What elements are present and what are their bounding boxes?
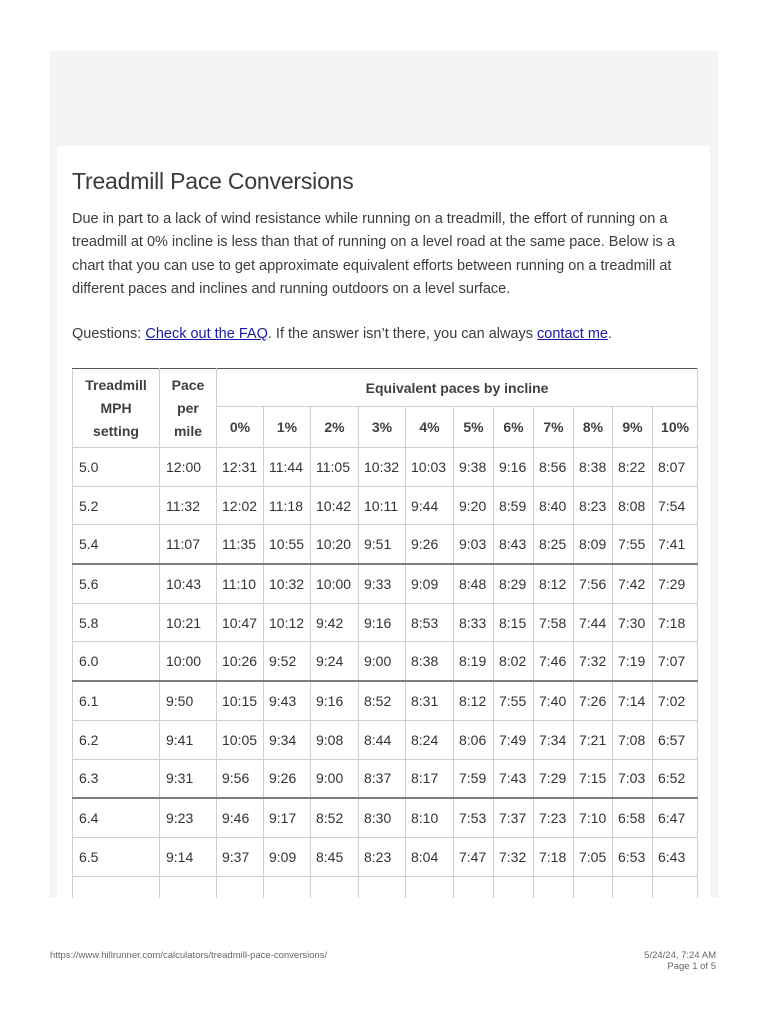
intro-paragraph: Due in part to a lack of wind resistance while running on a treadmill, the effort of running on a treadmill at 0% incline is less than that of running on a level road at the same pace. Below is a chart that you can use to get approximate equivalent efforts between running on a treadmill at different paces and inclines and running outdoors on a level surface. xyxy=(72,211,675,297)
table-row-partial xyxy=(73,876,698,898)
cell-incline-pace: 8:29 xyxy=(494,564,534,603)
cell-incline-pace: 10:12 xyxy=(264,603,311,642)
cell-mph: 6.0 xyxy=(73,642,160,681)
header-incline: 5% xyxy=(454,407,494,448)
cell-incline-pace: 7:07 xyxy=(653,642,698,681)
cell-incline-pace: 7:42 xyxy=(613,564,653,603)
cell-empty xyxy=(160,876,217,898)
cell-mph: 6.3 xyxy=(73,759,160,798)
cell-incline-pace: 7:10 xyxy=(574,798,613,837)
header-incline: 6% xyxy=(494,407,534,448)
cell-mph: 6.1 xyxy=(73,681,160,720)
cell-incline-pace: 9:03 xyxy=(454,525,494,564)
table-row xyxy=(73,448,698,487)
cell-incline-pace: 7:49 xyxy=(494,720,534,759)
header-incline: 10% xyxy=(653,407,698,448)
cell-incline-pace: 12:02 xyxy=(217,486,264,525)
cell-pace: 11:32 xyxy=(160,486,217,525)
cell-incline-pace: 8:23 xyxy=(359,837,406,876)
table-row xyxy=(73,681,698,720)
cell-incline-pace: 8:33 xyxy=(454,603,494,642)
table-row xyxy=(73,486,698,525)
cell-incline-pace: 8:53 xyxy=(406,603,454,642)
cell-incline-pace: 9:51 xyxy=(359,525,406,564)
cell-incline-pace: 8:19 xyxy=(454,642,494,681)
cell-pace: 11:07 xyxy=(160,525,217,564)
cell-incline-pace: 7:32 xyxy=(574,642,613,681)
cell-incline-pace: 9:33 xyxy=(359,564,406,603)
cell-incline-pace: 7:18 xyxy=(653,603,698,642)
cell-pace: 9:50 xyxy=(160,681,217,720)
table-row xyxy=(73,642,698,681)
cell-incline-pace: 10:00 xyxy=(311,564,359,603)
cell-incline-pace: 7:54 xyxy=(653,486,698,525)
cell-incline-pace: 9:38 xyxy=(454,448,494,487)
header-incline: 7% xyxy=(534,407,574,448)
cell-incline-pace: 8:12 xyxy=(454,681,494,720)
questions-paragraph xyxy=(72,323,612,345)
cell-incline-pace: 9:56 xyxy=(217,759,264,798)
cell-incline-pace: 8:38 xyxy=(574,448,613,487)
cell-incline-pace: 11:10 xyxy=(217,564,264,603)
cell-incline-pace: 8:15 xyxy=(494,603,534,642)
cell-pace: 9:23 xyxy=(160,798,217,837)
cell-incline-pace: 7:15 xyxy=(574,759,613,798)
cell-incline-pace: 8:06 xyxy=(454,720,494,759)
cell-incline-pace: 11:44 xyxy=(264,448,311,487)
cell-incline-pace: 6:53 xyxy=(613,837,653,876)
footer-url: https://www.hillrunner.com/calculators/treadmill-pace-conversions/ xyxy=(50,950,328,961)
cell-empty xyxy=(613,876,653,898)
cell-empty xyxy=(454,876,494,898)
cell-incline-pace: 8:45 xyxy=(311,837,359,876)
cell-incline-pace: 7:23 xyxy=(534,798,574,837)
cell-mph: 5.6 xyxy=(73,564,160,603)
cell-incline-pace: 8:17 xyxy=(406,759,454,798)
cell-incline-pace: 8:22 xyxy=(613,448,653,487)
cell-incline-pace: 7:34 xyxy=(534,720,574,759)
header-incline: 2% xyxy=(311,407,359,448)
cell-incline-pace: 9:34 xyxy=(264,720,311,759)
article-content xyxy=(57,146,710,898)
cell-mph: 5.0 xyxy=(73,448,160,487)
cell-pace: 9:41 xyxy=(160,720,217,759)
cell-incline-pace: 8:52 xyxy=(311,798,359,837)
cell-incline-pace: 7:56 xyxy=(574,564,613,603)
cell-incline-pace: 9:17 xyxy=(264,798,311,837)
cell-empty xyxy=(574,876,613,898)
cell-pace: 9:31 xyxy=(160,759,217,798)
cell-incline-pace: 10:47 xyxy=(217,603,264,642)
header-mph-label: Treadmill MPH setting xyxy=(85,376,147,439)
header-incline: 4% xyxy=(406,407,454,448)
cell-incline-pace: 8:31 xyxy=(406,681,454,720)
cell-incline-pace: 9:16 xyxy=(311,681,359,720)
cell-incline-pace: 7:26 xyxy=(574,681,613,720)
cell-incline-pace: 7:59 xyxy=(454,759,494,798)
cell-incline-pace: 9:00 xyxy=(359,642,406,681)
faq-link[interactable]: Check out the FAQ xyxy=(145,326,268,342)
cell-incline-pace: 7:21 xyxy=(574,720,613,759)
cell-incline-pace: 7:19 xyxy=(613,642,653,681)
cell-incline-pace: 9:09 xyxy=(406,564,454,603)
cell-incline-pace: 11:18 xyxy=(264,486,311,525)
cell-incline-pace: 10:11 xyxy=(359,486,406,525)
cell-empty xyxy=(494,876,534,898)
cell-incline-pace: 6:52 xyxy=(653,759,698,798)
cell-incline-pace: 8:38 xyxy=(406,642,454,681)
cell-incline-pace: 8:43 xyxy=(494,525,534,564)
cell-incline-pace: 8:04 xyxy=(406,837,454,876)
cell-incline-pace: 7:29 xyxy=(534,759,574,798)
cell-incline-pace: 10:26 xyxy=(217,642,264,681)
cell-incline-pace: 8:10 xyxy=(406,798,454,837)
header-incline: 8% xyxy=(574,407,613,448)
cell-incline-pace: 8:37 xyxy=(359,759,406,798)
cell-incline-pace: 8:48 xyxy=(454,564,494,603)
cell-incline-pace: 7:43 xyxy=(494,759,534,798)
cell-mph: 5.8 xyxy=(73,603,160,642)
cell-incline-pace: 8:25 xyxy=(534,525,574,564)
cell-incline-pace: 10:03 xyxy=(406,448,454,487)
cell-incline-pace: 7:05 xyxy=(574,837,613,876)
cell-empty xyxy=(73,876,160,898)
table-row xyxy=(73,603,698,642)
table-row xyxy=(73,525,698,564)
cell-incline-pace: 9:26 xyxy=(406,525,454,564)
cell-incline-pace: 6:57 xyxy=(653,720,698,759)
cell-incline-pace: 7:44 xyxy=(574,603,613,642)
table-row xyxy=(73,720,698,759)
cell-incline-pace: 8:12 xyxy=(534,564,574,603)
cell-incline-pace: 10:15 xyxy=(217,681,264,720)
cell-incline-pace: 9:16 xyxy=(359,603,406,642)
cell-pace: 12:00 xyxy=(160,448,217,487)
cell-incline-pace: 7:53 xyxy=(454,798,494,837)
cell-incline-pace: 8:44 xyxy=(359,720,406,759)
cell-incline-pace: 9:08 xyxy=(311,720,359,759)
cell-incline-pace: 8:07 xyxy=(653,448,698,487)
cell-incline-pace: 11:35 xyxy=(217,525,264,564)
cell-incline-pace: 8:30 xyxy=(359,798,406,837)
cell-mph: 5.2 xyxy=(73,486,160,525)
contact-link[interactable]: contact me xyxy=(537,326,608,342)
cell-incline-pace: 6:58 xyxy=(613,798,653,837)
cell-incline-pace: 10:32 xyxy=(359,448,406,487)
questions-middle: . If the answer isn’t there, you can always xyxy=(267,326,538,342)
table-row xyxy=(73,759,698,798)
cell-incline-pace: 7:32 xyxy=(494,837,534,876)
cell-incline-pace: 9:00 xyxy=(311,759,359,798)
cell-incline-pace: 9:52 xyxy=(264,642,311,681)
cell-incline-pace: 8:23 xyxy=(574,486,613,525)
cell-incline-pace: 7:37 xyxy=(494,798,534,837)
cell-incline-pace: 7:29 xyxy=(653,564,698,603)
cell-incline-pace: 10:32 xyxy=(264,564,311,603)
questions-prefix: Questions: xyxy=(72,326,146,342)
cell-incline-pace: 7:30 xyxy=(613,603,653,642)
cell-incline-pace: 7:03 xyxy=(613,759,653,798)
cell-incline-pace: 8:56 xyxy=(534,448,574,487)
cell-incline-pace: 9:43 xyxy=(264,681,311,720)
cell-incline-pace: 10:55 xyxy=(264,525,311,564)
header-pace-label: Pace per mile xyxy=(171,376,205,439)
cell-incline-pace: 7:55 xyxy=(494,681,534,720)
cell-mph: 6.4 xyxy=(73,798,160,837)
cell-incline-pace: 7:55 xyxy=(613,525,653,564)
cell-incline-pace: 8:02 xyxy=(494,642,534,681)
cell-incline-pace: 6:47 xyxy=(653,798,698,837)
cell-empty xyxy=(653,876,698,898)
cell-pace: 10:43 xyxy=(160,564,217,603)
cell-mph: 6.2 xyxy=(73,720,160,759)
footer-page-number: Page 1 of 5 xyxy=(667,961,716,972)
cell-empty xyxy=(406,876,454,898)
footer-meta xyxy=(644,950,716,972)
table-row xyxy=(73,837,698,876)
cell-incline-pace: 10:05 xyxy=(217,720,264,759)
header-mph xyxy=(73,369,160,448)
cell-pace: 10:00 xyxy=(160,642,217,681)
questions-suffix: . xyxy=(607,326,612,342)
cell-incline-pace: 7:47 xyxy=(454,837,494,876)
cell-incline-pace: 7:02 xyxy=(653,681,698,720)
cell-incline-pace: 9:37 xyxy=(217,837,264,876)
header-incline: 9% xyxy=(613,407,653,448)
cell-incline-pace: 9:20 xyxy=(454,486,494,525)
header-incline: 3% xyxy=(359,407,406,448)
cell-incline-pace: 11:05 xyxy=(311,448,359,487)
table-row xyxy=(73,798,698,837)
cell-pace: 10:21 xyxy=(160,603,217,642)
cell-incline-pace: 8:59 xyxy=(494,486,534,525)
cell-incline-pace: 7:14 xyxy=(613,681,653,720)
cell-incline-pace: 6:43 xyxy=(653,837,698,876)
cell-incline-pace: 9:26 xyxy=(264,759,311,798)
cell-incline-pace: 7:41 xyxy=(653,525,698,564)
cell-empty xyxy=(264,876,311,898)
cell-incline-pace: 7:58 xyxy=(534,603,574,642)
cell-empty xyxy=(534,876,574,898)
header-pace xyxy=(160,369,217,448)
cell-mph: 5.4 xyxy=(73,525,160,564)
cell-incline-pace: 9:42 xyxy=(311,603,359,642)
cell-incline-pace: 10:42 xyxy=(311,486,359,525)
cell-mph: 6.5 xyxy=(73,837,160,876)
header-incline-group: Equivalent paces by incline xyxy=(217,369,698,407)
cell-incline-pace: 8:08 xyxy=(613,486,653,525)
cell-incline-pace: 7:08 xyxy=(613,720,653,759)
cell-incline-pace: 8:52 xyxy=(359,681,406,720)
cell-incline-pace: 7:40 xyxy=(534,681,574,720)
header-incline: 1% xyxy=(264,407,311,448)
cell-incline-pace: 10:20 xyxy=(311,525,359,564)
cell-incline-pace: 9:16 xyxy=(494,448,534,487)
cell-empty xyxy=(217,876,264,898)
cell-incline-pace: 7:18 xyxy=(534,837,574,876)
header-incline: 0% xyxy=(217,407,264,448)
cell-incline-pace: 9:44 xyxy=(406,486,454,525)
pace-conversion-table xyxy=(72,368,698,898)
page-title: Treadmill Pace Conversions xyxy=(72,168,354,194)
cell-incline-pace: 8:24 xyxy=(406,720,454,759)
footer-datetime: 5/24/24, 7:24 AM xyxy=(644,950,716,961)
cell-pace: 9:14 xyxy=(160,837,217,876)
cell-incline-pace: 9:24 xyxy=(311,642,359,681)
cell-incline-pace: 7:46 xyxy=(534,642,574,681)
cell-incline-pace: 9:09 xyxy=(264,837,311,876)
cell-incline-pace: 8:09 xyxy=(574,525,613,564)
table-row xyxy=(73,564,698,603)
cell-empty xyxy=(311,876,359,898)
cell-incline-pace: 8:40 xyxy=(534,486,574,525)
cell-incline-pace: 12:31 xyxy=(217,448,264,487)
cell-incline-pace: 9:46 xyxy=(217,798,264,837)
cell-empty xyxy=(359,876,406,898)
